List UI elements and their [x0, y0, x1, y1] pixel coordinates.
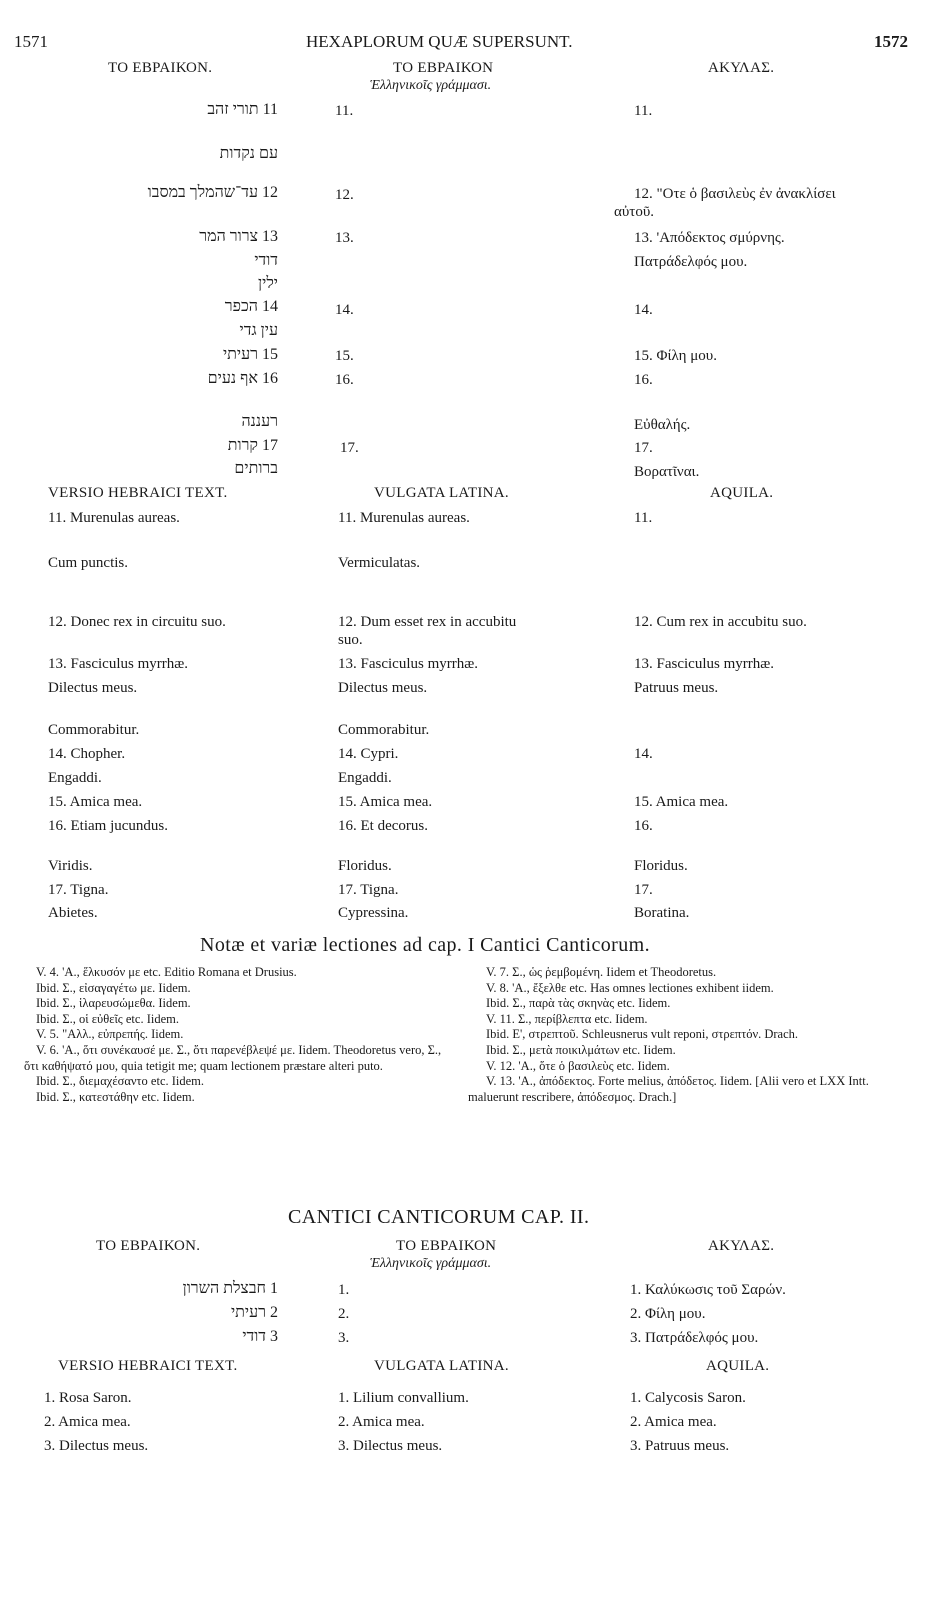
vulgata-cell: 1. Lilium convallium.: [338, 1390, 469, 1406]
col-header-versio: VERSIO HEBRAICI TEXT.: [48, 485, 228, 501]
aquila-latin-cell: 11.: [634, 510, 653, 526]
note-entry: Ibid. Σ., παρὰ τὰς σκηνὰς etc. Iidem.: [486, 996, 671, 1011]
note-entry: V. 4. 'Α., ἕλκυσόν με etc. Editio Romana et Drusius.: [36, 965, 297, 979]
aquila-cell: 15. Φίλη μου.: [634, 348, 717, 364]
aquila-latin-cell: 14.: [634, 746, 653, 762]
hebrew-cell: ילין: [258, 275, 278, 292]
hebrew-cell: רעננה: [241, 413, 278, 430]
hebrew-cell: 11 תורי זהב: [207, 101, 278, 118]
versio-cell: 16. Etiam jucundus.: [48, 818, 168, 834]
aquila-cell: 13. 'Απόδεκτος σμύρνης.: [634, 230, 785, 246]
versio-cell: Abietes.: [48, 905, 98, 921]
note-entry: Ibid. Ε', στρεπτοῦ. Schleusnerus vult reponi, στρεπτόν. Drach.: [486, 1027, 799, 1042]
vulgata-cell: Vermiculatas.: [338, 555, 421, 571]
aquila-cell: 12. "Οτε ὁ βασιλεὺς ἐν ἀνακλίσει: [634, 186, 836, 202]
aquila-cell: Εὐθαλής.: [634, 417, 691, 433]
col-header-aquila-latin: AQUILA.: [706, 1358, 770, 1374]
note-entry: V. 8. 'Α., ἔξελθε etc. Has omnes lectiones exhibent iidem.: [486, 980, 774, 995]
vulgata-cell: 15. Amica mea.: [338, 794, 433, 810]
hebrew-cell: דודי: [254, 252, 278, 269]
col-header-vulgata: VULGATA LATINA.: [374, 1358, 509, 1374]
col-header-translit: ΤΟ ΕΒΡΑΙΚΟΝ: [396, 1238, 497, 1254]
versio-cell: Viridis.: [48, 858, 93, 874]
note-entry: Ibid. Σ., εἰσαγαγέτω με. Iidem.: [36, 980, 191, 995]
versio-cell: Cum punctis.: [48, 555, 129, 571]
vulgata-cell: 3. Dilectus meus.: [338, 1438, 443, 1454]
vulgata-cell: 12. Dum esset rex in accubitu: [338, 614, 517, 630]
aquila-latin-cell: Floridus.: [634, 858, 688, 874]
aquila-cell: 16.: [634, 372, 653, 388]
note-entry: V. 13. 'Α., ἀπόδεκτος. Forte melius, ἀπόδετος. Iidem. [Alii vero et LXX Intt. maluerunt rescribere, ἀπόδεσμος. Drach.]: [468, 1074, 869, 1104]
page-number-left: 1571: [14, 32, 48, 51]
hebrew-cell: 14 הכפר: [224, 298, 278, 315]
hebrew-cell: 1 חבצלת השרון: [182, 1280, 278, 1297]
notes-right-column: [468, 965, 898, 1105]
vulgata-cell: Floridus.: [338, 858, 392, 874]
translit-cell: 16.: [335, 372, 354, 388]
chapter-heading: CANTICI CANTICORUM CAP. II.: [288, 1206, 590, 1228]
vulgata-cell: Commorabitur.: [338, 722, 430, 738]
col-header-versio: VERSIO HEBRAICI TEXT.: [58, 1358, 238, 1374]
aquila-latin-cell: 17.: [634, 882, 653, 898]
vulgata-cell: 17. Tigna.: [338, 882, 399, 898]
col-header-aquila: ΑΚΥΛΑΣ.: [708, 1238, 775, 1254]
page-number-right: 1572: [874, 32, 908, 51]
vulgata-cell: 16. Et decorus.: [338, 818, 428, 834]
col-header-aquila-latin: AQUILA.: [710, 485, 774, 501]
aquila-latin-cell: Boratina.: [634, 905, 690, 921]
translit-cell: 13.: [335, 230, 354, 246]
aquila-latin-cell: 15. Amica mea.: [634, 794, 729, 810]
note-entry: V. 11. Σ., περίβλεπτα etc. Iidem.: [486, 1011, 648, 1026]
hebrew-cell: 15 רעיתי: [222, 346, 278, 363]
aquila-cell: 14.: [634, 302, 653, 318]
notes-left-column: [24, 965, 454, 1105]
col-header-aquila: ΑΚΥΛΑΣ.: [708, 60, 775, 76]
versio-cell: 2. Amica mea.: [44, 1414, 131, 1430]
running-head-title: HEXAPLORUM QUÆ SUPERSUNT.: [306, 32, 573, 51]
note-entry: V. 12. 'Α., ὅτε ὁ βασιλεὺς etc. Iidem.: [486, 1058, 670, 1073]
vulgata-cell: 13. Fasciculus myrrhæ.: [338, 656, 478, 672]
versio-cell: 11. Murenulas aureas.: [48, 510, 180, 526]
aquila-cell: Πατράδελφός μου.: [634, 254, 748, 270]
col-header-hebrew: ΤΟ ΕΒΡΑΙΚΟΝ.: [96, 1238, 201, 1254]
hebrew-cell: 16 אף נעים: [207, 370, 278, 387]
col-header-translit: ΤΟ ΕΒΡΑΙΚΟΝ: [393, 60, 494, 76]
translit-cell: 17.: [340, 440, 359, 456]
aquila-cell: 3. Πατράδελφός μου.: [630, 1330, 759, 1346]
versio-cell: Commorabitur.: [48, 722, 140, 738]
aquila-latin-cell: 1. Calycosis Saron.: [630, 1390, 746, 1406]
vulgata-cell: Engaddi.: [338, 770, 392, 786]
col-header-vulgata: VULGATA LATINA.: [374, 485, 509, 501]
aquila-cell: 1. Καλύκωσις τοῦ Σαρών.: [630, 1282, 786, 1298]
hebrew-cell: 2 רעיתי: [230, 1304, 278, 1321]
aquila-cell: 2. Φίλη μου.: [630, 1306, 706, 1322]
versio-cell: 3. Dilectus meus.: [44, 1438, 149, 1454]
col-header-hebrew: ΤΟ ΕΒΡΑΙΚΟΝ.: [108, 60, 213, 76]
hebrew-cell: 12 עד־שהמלך במסבו: [147, 184, 278, 201]
aquila-latin-cell: 12. Cum rex in accubitu suo.: [634, 614, 807, 630]
note-entry: V. 7. Σ., ὡς ῥεμβομένη. Iidem et Theodoretus.: [486, 965, 717, 979]
vulgata-cell-continued: suo.: [338, 632, 363, 648]
col-subheader-translit: Ἑλληνικοῖς γράμμασι.: [370, 78, 492, 93]
note-entry: Ibid. Σ., ἱλαρευσώμεθα. Iidem.: [36, 996, 191, 1011]
translit-cell: 14.: [335, 302, 354, 318]
versio-cell: 15. Amica mea.: [48, 794, 143, 810]
aquila-latin-cell: Patruus meus.: [634, 680, 719, 696]
aquila-latin-cell: 3. Patruus meus.: [630, 1438, 730, 1454]
vulgata-cell: 14. Cypri.: [338, 746, 399, 762]
note-entry: Ibid. Σ., διεμαχέσαντο etc. Iidem.: [36, 1074, 205, 1089]
hebrew-cell: 13 צרור המר: [199, 228, 278, 245]
translit-cell: 1.: [338, 1282, 350, 1298]
aquila-cell-continued: αὐτοῦ.: [614, 204, 654, 220]
hebrew-cell: 17 קרות: [227, 437, 278, 454]
aquila-cell: 17.: [634, 440, 653, 456]
aquila-cell: 11.: [634, 103, 653, 119]
versio-cell: 17. Tigna.: [48, 882, 109, 898]
versio-cell: Engaddi.: [48, 770, 102, 786]
note-entry: Ibid. Σ., κατεστάθην etc. Iidem.: [36, 1089, 195, 1104]
translit-cell: 2.: [338, 1306, 350, 1322]
note-entry: V. 6. 'Α., ὅτι συνέκαυσέ με. Σ., ὅτι παρενέβλεψέ με. Iidem. Theodoretus vero, Σ., ὅτι καθήψατό μου, quia tetigit me; quam lectionem præstare alteri puto.: [24, 1042, 442, 1073]
note-entry: V. 5. "Αλλ., εὐπρεπής. Iidem.: [36, 1027, 184, 1042]
translit-cell: 12.: [335, 187, 354, 203]
notes-heading: Notæ et variæ lectiones ad cap. I Cantici Canticorum.: [200, 934, 650, 956]
col-subheader-translit: Ἑλληνικοῖς γράμμασι.: [370, 1256, 492, 1271]
vulgata-cell: 11. Murenulas aureas.: [338, 510, 470, 526]
hebrew-cell: עם נקדות: [219, 145, 278, 162]
translit-cell: 15.: [335, 348, 354, 364]
translit-cell: 3.: [338, 1330, 350, 1346]
note-entry: Ibid. Σ., οἱ εὐθεῖς etc. Iidem.: [36, 1011, 179, 1026]
vulgata-cell: Dilectus meus.: [338, 680, 428, 696]
hebrew-cell: עין גדי: [239, 322, 278, 339]
hebrew-cell: ברותים: [234, 460, 278, 477]
translit-cell: 11.: [335, 103, 354, 119]
versio-cell: 14. Chopher.: [48, 746, 126, 762]
note-entry: Ibid. Σ., μετὰ ποικιλμάτων etc. Iidem.: [486, 1042, 676, 1057]
versio-cell: 12. Donec rex in circuitu suo.: [48, 614, 226, 630]
hebrew-cell: 3 דודי: [242, 1328, 278, 1345]
aquila-latin-cell: 16.: [634, 818, 653, 834]
versio-cell: 1. Rosa Saron.: [44, 1390, 132, 1406]
versio-cell: Dilectus meus.: [48, 680, 138, 696]
vulgata-cell: 2. Amica mea.: [338, 1414, 425, 1430]
aquila-cell: Βορατῖναι.: [634, 464, 700, 480]
versio-cell: 13. Fasciculus myrrhæ.: [48, 656, 188, 672]
vulgata-cell: Cypressina.: [338, 905, 409, 921]
aquila-latin-cell: 13. Fasciculus myrrhæ.: [634, 656, 774, 672]
aquila-latin-cell: 2. Amica mea.: [630, 1414, 717, 1430]
